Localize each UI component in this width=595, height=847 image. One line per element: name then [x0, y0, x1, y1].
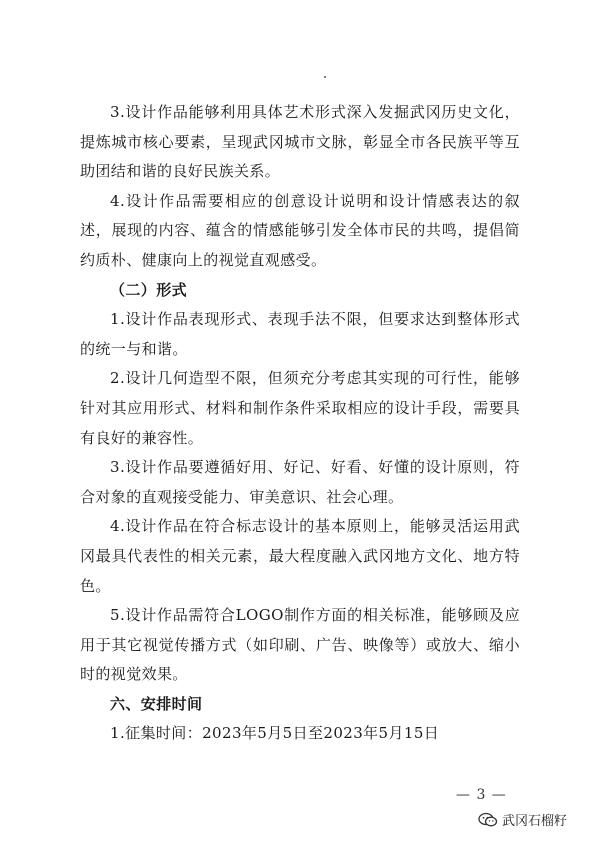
section-heading: （二）形式 [110, 280, 188, 299]
paragraph: 5.设计作品需符合LOGO制作方面的相关标准，能够顾及应用于其它视觉传播方式（如印刷、广告、映像等）或放大、缩小时的视觉效果。 [80, 606, 520, 684]
paragraph: 3.设计作品要遵循好用、好记、好看、好懂的设计原则，符合对象的直观接受能力、审美意识、社会心理。 [80, 458, 520, 506]
page-number: — 3 — [456, 787, 507, 803]
paragraph: 1.设计作品表现形式、表现手法不限，但要求达到整体形式的统一与和谐。 [80, 310, 520, 358]
paragraph: 4.设计作品需要相应的创意设计说明和设计情感表达的叙述，展现的内容、蕴含的情感能够引发全体市民的共鸣，提倡简约质朴、健康向上的视觉直观感受。 [80, 191, 520, 269]
account-watermark [478, 810, 567, 829]
paragraph: 2.设计几何造型不限，但须充分考虑其实现的可行性，能够针对其应用形式、材料和制作条件采取相应的设计手段，需要具有良好的兼容性。 [80, 369, 520, 447]
paragraph: 4.设计作品在符合标志设计的基本原则上，能够灵活运用武冈最具代表性的相关元素，最大程度融入武冈地方文化、地方特色。 [80, 517, 520, 595]
wechat-icon [478, 812, 498, 828]
scan-speck [324, 76, 326, 78]
paragraph: 3.设计作品能够利用具体艺术形式深入发掘武冈历史文化，提炼城市核心要素，呈现武冈城市文脉，彰显全市各民族平等互助团结和谐的良好民族关系。 [80, 103, 520, 181]
section-heading: 六、安排时间 [110, 694, 203, 713]
paragraph: 1.征集时间：2023年5月5日至2023年5月15日 [110, 724, 440, 743]
document-body [80, 98, 520, 749]
watermark-text: 武冈石榴籽 [502, 814, 568, 829]
